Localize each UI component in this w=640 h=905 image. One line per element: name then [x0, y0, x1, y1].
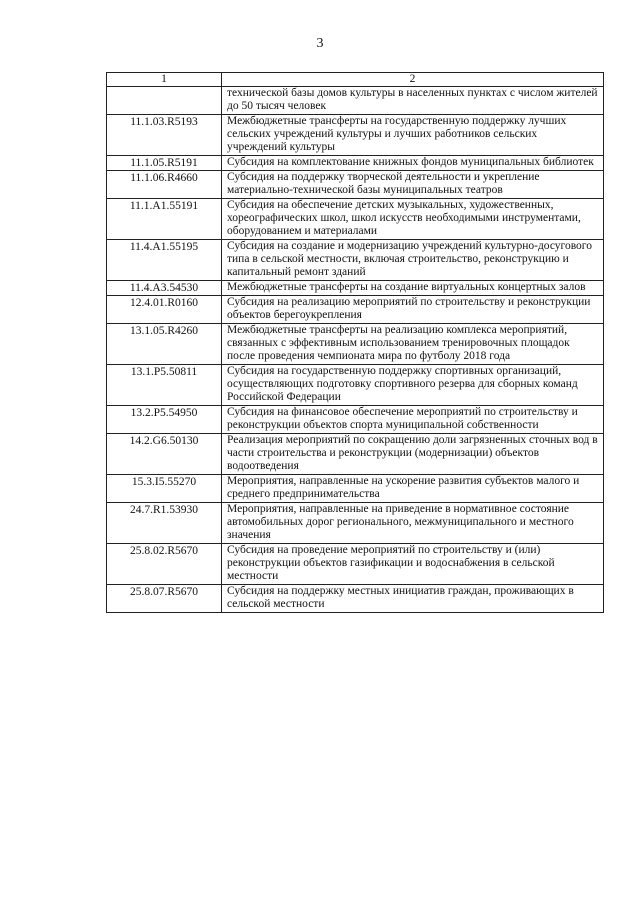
- table-row: [107, 296, 604, 324]
- budget-code: 11.4.A3.54530: [107, 281, 222, 296]
- budget-description: Субсидия на финансовое обеспечение мероприятий по строительству и реконструкции объектов спорта муниципальной собственности: [222, 406, 604, 434]
- budget-code: 11.4.A1.55195: [107, 240, 222, 281]
- budget-code: 13.1.P5.50811: [107, 365, 222, 406]
- budget-description: Субсидия на поддержку местных инициатив граждан, проживающих в сельской местности: [222, 585, 604, 613]
- budget-code: 13.1.05.R4260: [107, 324, 222, 365]
- budget-description: Субсидия на создание и модернизацию учреждений культурно-досугового типа в сельской местности, включая строительство, реконструкцию и капитальный ремонт зданий: [222, 240, 604, 281]
- column-header-2: 2: [222, 73, 604, 87]
- table-row: [107, 406, 604, 434]
- budget-description: Субсидия на обеспечение детских музыкальных, художественных, хореографических школ, школ искусств необходимыми инструментами, оборудованием и материалами: [222, 199, 604, 240]
- budget-code: 15.3.I5.55270: [107, 475, 222, 503]
- table-row: [107, 544, 604, 585]
- table-row: [107, 585, 604, 613]
- table-row: [107, 503, 604, 544]
- budget-description: Субсидия на проведение мероприятий по строительству и (или) реконструкции объектов газификации и водоснабжения в сельской местности: [222, 544, 604, 585]
- budget-description: Субсидия на поддержку творческой деятельности и укрепление материально-технической базы муниципальных театров: [222, 171, 604, 199]
- table-row: [107, 87, 604, 115]
- budget-description: Субсидия на реализацию мероприятий по строительству и реконструкции объектов берегоукрепления: [222, 296, 604, 324]
- budget-code: 11.1.03.R5193: [107, 115, 222, 156]
- budget-code: 14.2.G6.50130: [107, 434, 222, 475]
- budget-description: Реализация мероприятий по сокращению доли загрязненных сточных вод в части строительства и реконструкции (модернизации) объектов водоотведения: [222, 434, 604, 475]
- budget-code: 13.2.P5.54950: [107, 406, 222, 434]
- table-row: [107, 115, 604, 156]
- budget-description: Мероприятия, направленные на ускорение развития субъектов малого и среднего предпринимательства: [222, 475, 604, 503]
- budget-code: 24.7.R1.53930: [107, 503, 222, 544]
- header-row: [107, 73, 604, 87]
- budget-description: технической базы домов культуры в населенных пунктах с числом жителей до 50 тысяч человек: [222, 87, 604, 115]
- table-row: [107, 434, 604, 475]
- table-row: [107, 475, 604, 503]
- page-number: 3: [316, 36, 324, 51]
- table-row: [107, 281, 604, 296]
- budget-description: Межбюджетные трансферты на создание виртуальных концертных залов: [222, 281, 604, 296]
- budget-description: Межбюджетные трансферты на реализацию комплекса мероприятий, связанных с эффективным использованием тренировочных площадок после проведения чемпионата мира по футболу 2018 года: [222, 324, 604, 365]
- budget-code: 25.8.07.R5670: [107, 585, 222, 613]
- budget-code: 12.4.01.R0160: [107, 296, 222, 324]
- budget-code: 11.1.06.R4660: [107, 171, 222, 199]
- budget-code: [107, 87, 222, 115]
- budget-code: 11.1.A1.55191: [107, 199, 222, 240]
- column-header-1: 1: [107, 73, 222, 87]
- budget-description: Мероприятия, направленные на приведение в нормативное состояние автомобильных дорог регионального, межмуниципального и местного значения: [222, 503, 604, 544]
- table-row: [107, 240, 604, 281]
- table-row: [107, 199, 604, 240]
- budget-description: Субсидия на государственную поддержку спортивных организаций, осуществляющих подготовку спортивного резерва для сборных команд Российской Федерации: [222, 365, 604, 406]
- budget-code: 25.8.02.R5670: [107, 544, 222, 585]
- budget-codes-table: [106, 72, 604, 613]
- table-row: [107, 171, 604, 199]
- budget-description: Межбюджетные трансферты на государственную поддержку лучших сельских учреждений культуры и лучших работников сельских учреждений культуры: [222, 115, 604, 156]
- budget-description: Субсидия на комплектование книжных фондов муниципальных библиотек: [222, 156, 604, 171]
- table-row: [107, 365, 604, 406]
- budget-code: 11.1.05.R5191: [107, 156, 222, 171]
- table-row: [107, 156, 604, 171]
- table-row: [107, 324, 604, 365]
